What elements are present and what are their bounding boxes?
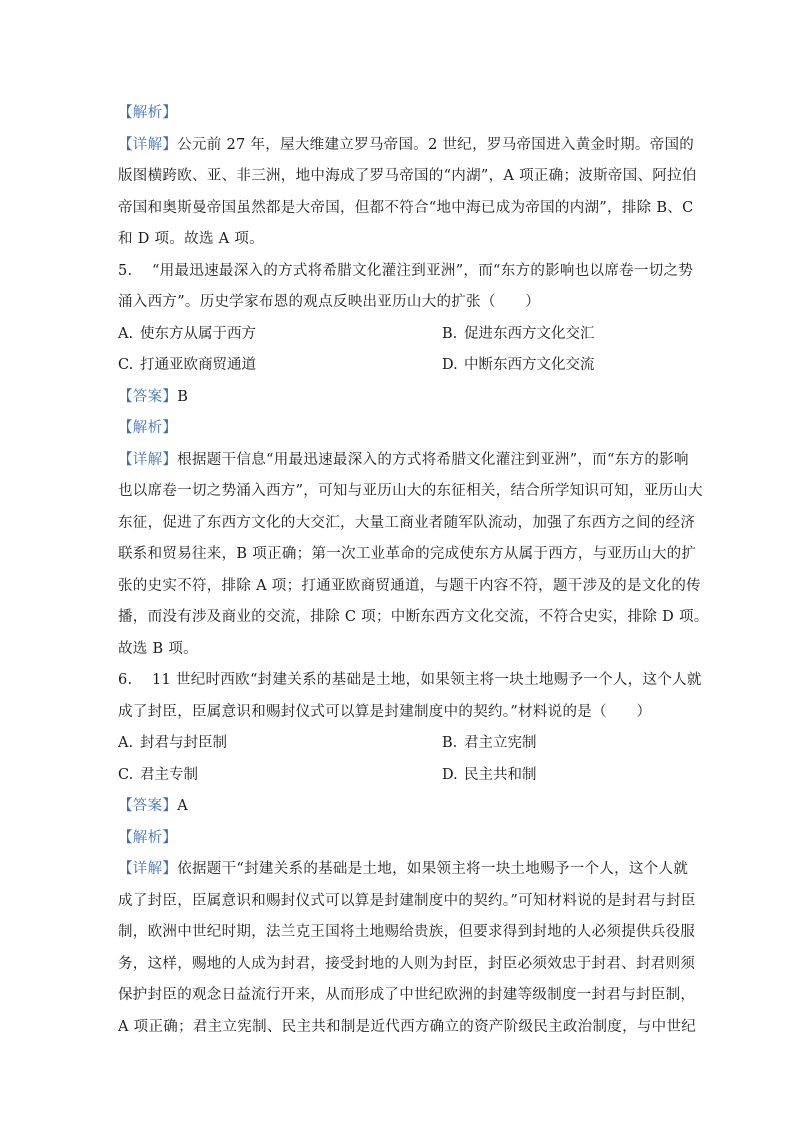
detail-line: 成了封臣，臣属意识和赐封仪式可以算是封建制度中的契约。”可知材料说的是封君与封臣 <box>118 892 696 909</box>
option-c <box>118 760 442 792</box>
detail-line: 张的史实不符，排除 A 项；打通亚欧商贸通道，与题干内容不符，题干涉及的是文化的传 <box>118 577 701 594</box>
answer-value: B <box>177 388 189 405</box>
analysis-tag: 【解析】 <box>118 829 178 846</box>
detail-line: 故选 B 项。 <box>118 640 198 657</box>
analysis-heading <box>118 98 678 130</box>
option-a <box>118 728 442 760</box>
question-5-stem-text: “用最迅速最深入的方式将希腊文化灌注到亚洲”，而“东方的影响也以席卷一切之势 <box>152 262 694 279</box>
option-text: 民主共和制 <box>464 766 537 783</box>
detail-text: 依据题干“封建关系的基础是土地，如果领主将一块土地赐予一个人，这个人就 <box>177 861 689 877</box>
detail-text: 根据题干信息“用最迅速最深入的方式将希腊文化灌注到亚洲”，而“东方的影响 <box>177 451 689 468</box>
detail-line: 帝国和奥斯曼帝国虽然都是大帝国，但都不符合“地中海已成为帝国的内湖”，排除 B、C <box>118 199 694 216</box>
question-5-stem <box>118 256 694 288</box>
option-d <box>442 350 595 382</box>
option-text: 君主专制 <box>140 766 198 783</box>
question-5-answer <box>118 382 678 414</box>
analysis-tag: 【解析】 <box>118 105 178 121</box>
option-d <box>442 760 537 792</box>
document-page <box>118 98 709 1043</box>
detail-line: 也以席卷一切之势涌入西方”，可知与亚历山大的东征相关，结合所学知识可知，亚历山大 <box>118 483 703 499</box>
detail-line: 和 D 项。故选 A 项。 <box>118 231 264 247</box>
detail-line <box>118 854 689 886</box>
analysis-tag: 【解析】 <box>118 420 178 436</box>
option-text: 中断东西方文化交流 <box>464 357 595 373</box>
question-6-options-row-2 <box>118 760 678 792</box>
option-letter: A. <box>118 735 134 751</box>
question-6-answer <box>118 791 678 823</box>
question-6-number: 6. <box>118 672 133 688</box>
option-b <box>442 728 537 760</box>
option-letter: C. <box>118 766 134 783</box>
answer-tag: 【答案】 <box>118 798 178 814</box>
detail-line <box>118 445 689 477</box>
option-text: 君主立宪制 <box>464 735 537 751</box>
option-b <box>442 319 595 351</box>
option-letter: B. <box>442 735 458 751</box>
option-letter: D. <box>442 766 458 783</box>
option-text: 封君与封臣制 <box>140 735 227 751</box>
answer-value: A <box>177 798 188 814</box>
detail-text: 公元前 27 年，屋大维建立罗马帝国。2 世纪，罗马帝国进入黄金时期。帝国的 <box>177 136 695 153</box>
question-5-stem-cont: 涌入西方”。历史学家布恩的观点反映出亚历山大的扩张（ ） <box>118 294 541 310</box>
detail-line: A 项正确；君主立宪制、民主共和制是近代西方确立的资产阶级民主政治制度，与中世纪 <box>118 1018 697 1035</box>
detail-line <box>118 130 695 162</box>
detail-line: 东征，促进了东西方文化的大交汇，大量工商业者随军队流动，加强了东西方之间的经济 <box>118 514 696 531</box>
detail-line: 制，欧洲中世纪时期，法兰克王国将土地赐给贵族，但要求得到封地的人必须提供兵役服 <box>118 924 696 940</box>
option-letter: B. <box>442 325 458 342</box>
detail-line: 保护封臣的观念日益流行开来，从而形成了中世纪欧洲的封建等级制度一封君与封臣制， <box>118 987 696 1003</box>
option-text: 促进东西方文化交汇 <box>464 325 595 342</box>
option-text: 使东方从属于西方 <box>140 325 256 342</box>
question-6-options-row-1 <box>118 728 678 760</box>
detail-tag: 【详解】 <box>118 861 178 877</box>
detail-tag: 【详解】 <box>118 451 178 468</box>
detail-line: 联系和贸易往来，B 项正确；第一次工业革命的完成使东方从属于西方，与亚历山大的扩 <box>118 546 697 562</box>
detail-line: 务，这样，赐地的人成为封君，接受封地的人则为封臣，封臣必须效忠于封君、封君则须 <box>118 955 696 972</box>
question-6-stem-cont: 成了封臣，臣属意识和赐封仪式可以算是封建制度中的契约。”材料说的是（ ） <box>118 703 652 720</box>
question-5-analysis-heading <box>118 413 678 445</box>
option-a <box>118 319 442 351</box>
question-6-stem <box>118 665 702 697</box>
detail-tag: 【详解】 <box>118 136 178 153</box>
question-6-analysis-heading <box>118 823 678 855</box>
question-6-stem-text: 11 世纪时西欧“封建关系的基础是土地，如果领主将一块土地赐予一个人，这个人就 <box>152 672 702 688</box>
option-letter: A. <box>118 325 134 342</box>
detail-line: 播，而没有涉及商业的交流，排除 C 项；中断东西方文化交流，不符合史实，排除 D 项。 <box>118 609 709 625</box>
option-text: 打通亚欧商贸通道 <box>140 357 256 373</box>
question-5-options-row-1 <box>118 319 678 351</box>
answer-tag: 【答案】 <box>118 388 178 405</box>
option-letter: C. <box>118 357 134 373</box>
option-letter: D. <box>442 357 458 373</box>
question-5-options-row-2 <box>118 350 678 382</box>
detail-line: 版图横跨欧、亚、非三洲，地中海成了罗马帝国的“内湖”，A 项正确；波斯帝国、阿拉伯 <box>118 168 697 184</box>
question-5-number: 5. <box>118 262 133 279</box>
option-c <box>118 350 442 382</box>
